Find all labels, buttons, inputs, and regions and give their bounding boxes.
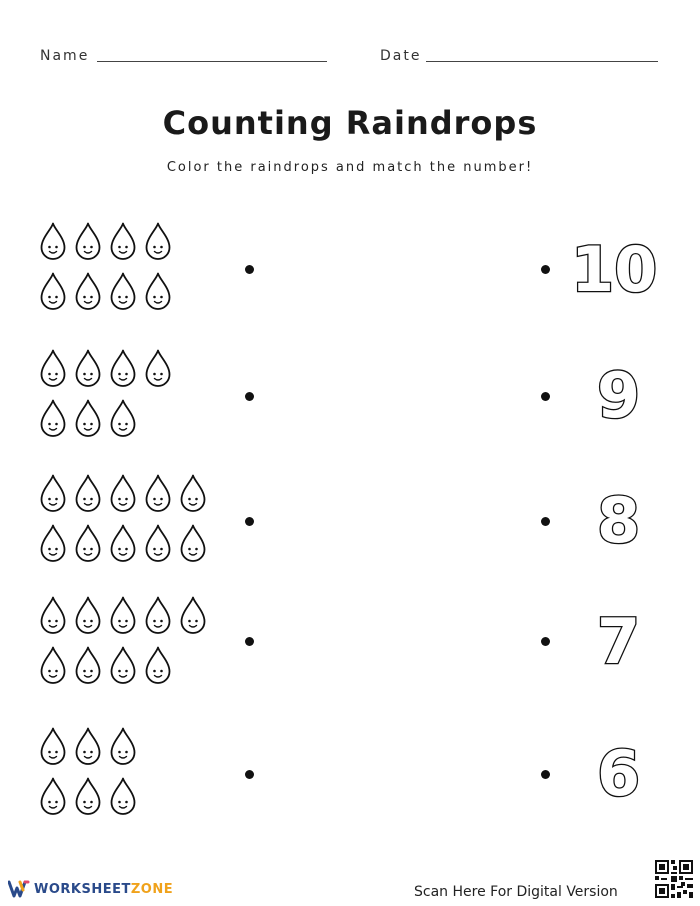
raindrop-face-icon[interactable]: [75, 646, 101, 684]
raindrop-face-icon[interactable]: [145, 646, 171, 684]
raindrop-face-icon[interactable]: [75, 727, 101, 765]
raindrop-face-icon[interactable]: [75, 349, 101, 387]
raindrop-face-icon[interactable]: [110, 777, 136, 815]
left-dot-5[interactable]: [245, 770, 254, 779]
raindrop-row: [40, 727, 240, 765]
right-dot-4[interactable]: [541, 637, 550, 646]
left-dot-1[interactable]: [245, 265, 254, 274]
name-line[interactable]: [97, 61, 327, 62]
number-10: 10: [571, 233, 658, 306]
date-label: Date: [380, 48, 422, 64]
raindrop-face-icon[interactable]: [145, 272, 171, 310]
raindrop-face-icon[interactable]: [40, 777, 66, 815]
raindrop-group-2: [40, 349, 240, 449]
raindrop-face-icon[interactable]: [75, 596, 101, 634]
raindrop-face-icon[interactable]: [145, 222, 171, 260]
raindrop-group-3: [40, 474, 240, 574]
left-dot-4[interactable]: [245, 637, 254, 646]
raindrop-face-icon[interactable]: [110, 272, 136, 310]
number-7: 7: [597, 605, 641, 678]
raindrop-row: [40, 349, 240, 387]
right-dot-5[interactable]: [541, 770, 550, 779]
raindrop-face-icon[interactable]: [110, 399, 136, 437]
right-dot-3[interactable]: [541, 517, 550, 526]
raindrop-face-icon[interactable]: [180, 474, 206, 512]
raindrop-face-icon[interactable]: [75, 399, 101, 437]
raindrop-face-icon[interactable]: [40, 222, 66, 260]
scan-caption: Scan Here For Digital Version: [414, 884, 618, 900]
raindrop-face-icon[interactable]: [180, 524, 206, 562]
raindrop-row: [40, 524, 240, 562]
raindrop-row: [40, 646, 240, 684]
raindrop-face-icon[interactable]: [40, 727, 66, 765]
raindrop-face-icon[interactable]: [40, 524, 66, 562]
raindrop-row: [40, 474, 240, 512]
brand-word-1: WORKSHEET: [34, 881, 131, 897]
raindrop-face-icon[interactable]: [145, 524, 171, 562]
raindrop-face-icon[interactable]: [110, 646, 136, 684]
raindrop-group-1: [40, 222, 240, 322]
raindrop-face-icon[interactable]: [75, 474, 101, 512]
raindrop-row: [40, 222, 240, 260]
raindrop-face-icon[interactable]: [110, 596, 136, 634]
raindrop-face-icon[interactable]: [110, 349, 136, 387]
left-dot-2[interactable]: [245, 392, 254, 401]
raindrop-face-icon[interactable]: [145, 349, 171, 387]
raindrop-face-icon[interactable]: [75, 777, 101, 815]
raindrop-face-icon[interactable]: [75, 272, 101, 310]
raindrop-face-icon[interactable]: [110, 474, 136, 512]
raindrop-row: [40, 272, 240, 310]
raindrop-group-4: [40, 596, 240, 696]
date-line[interactable]: [426, 61, 658, 62]
raindrop-face-icon[interactable]: [110, 727, 136, 765]
worksheet-title: Counting Raindrops: [162, 104, 538, 142]
raindrop-face-icon[interactable]: [40, 272, 66, 310]
raindrop-face-icon[interactable]: [75, 222, 101, 260]
raindrop-face-icon[interactable]: [110, 222, 136, 260]
worksheet-subtitle: Color the raindrops and match the number!: [166, 160, 534, 175]
raindrop-face-icon[interactable]: [145, 474, 171, 512]
brand-logo[interactable]: [8, 880, 173, 898]
raindrop-face-icon[interactable]: [40, 474, 66, 512]
right-dot-2[interactable]: [541, 392, 550, 401]
raindrop-row: [40, 777, 240, 815]
brand-word-2: ZONE: [130, 881, 174, 897]
qr-code-icon[interactable]: [655, 860, 693, 898]
number-8: 8: [597, 484, 641, 557]
right-dot-1[interactable]: [541, 265, 550, 274]
raindrop-face-icon[interactable]: [40, 596, 66, 634]
raindrop-face-icon[interactable]: [110, 524, 136, 562]
raindrop-face-icon[interactable]: [40, 349, 66, 387]
raindrop-face-icon[interactable]: [75, 524, 101, 562]
worksheetzone-logo-icon: [8, 880, 30, 898]
number-9: 9: [597, 359, 641, 432]
raindrop-face-icon[interactable]: [40, 646, 66, 684]
name-label: Name: [40, 48, 90, 64]
left-dot-3[interactable]: [245, 517, 254, 526]
raindrop-face-icon[interactable]: [145, 596, 171, 634]
raindrop-face-icon[interactable]: [180, 596, 206, 634]
number-6: 6: [597, 737, 641, 810]
raindrop-face-icon[interactable]: [40, 399, 66, 437]
raindrop-group-5: [40, 727, 240, 827]
raindrop-row: [40, 596, 240, 634]
raindrop-row: [40, 399, 240, 437]
